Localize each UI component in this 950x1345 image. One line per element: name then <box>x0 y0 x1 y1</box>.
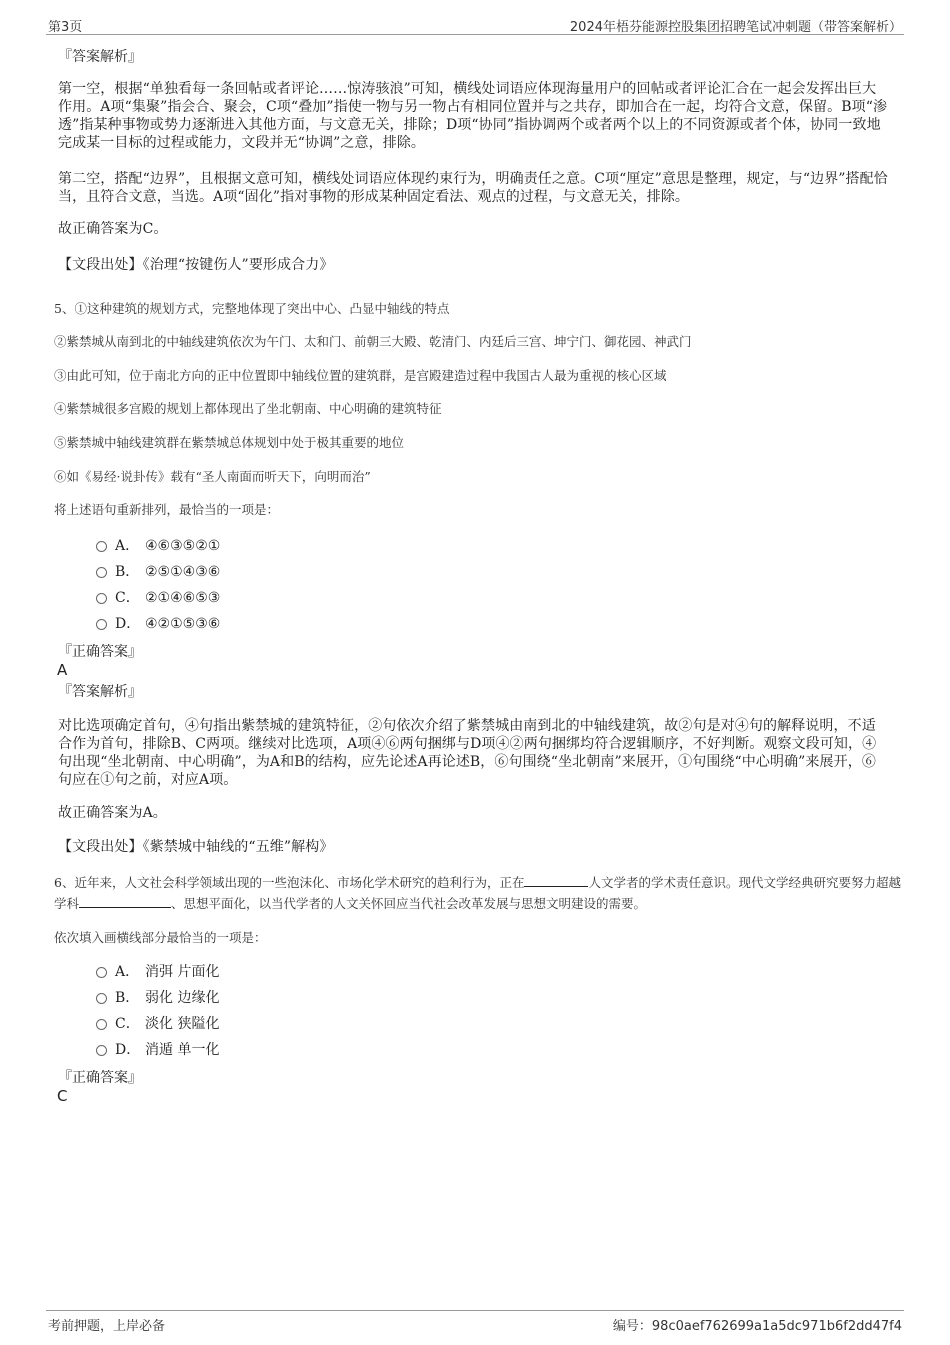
q5-answer: A <box>57 661 68 679</box>
q5-option-d[interactable]: D． ④②①⑤③⑥ <box>96 615 220 633</box>
q6-blank-1 <box>524 874 588 887</box>
q5-sentence-2: ②紫禁城从南到北的中轴线建筑依次为午门、太和门、前朝三大殿、乾清门、内廷后三宫、坤宁门、御花园、神武门 <box>54 334 692 349</box>
q5-sentence-3: ③由此可知，位于南北方向的正中位置即中轴线位置的建筑群，是宫殿建造过程中我国古人最为重视的核心区域 <box>54 368 667 383</box>
q5-answer-heading: 『正确答案』 <box>58 644 142 660</box>
radio-icon[interactable] <box>96 567 107 578</box>
document-title: 2024年梧芬能源控股集团招聘笔试冲刺题（带答案解析） <box>569 20 902 35</box>
page-header <box>46 14 904 35</box>
radio-icon[interactable] <box>96 967 107 978</box>
q6-option-a[interactable]: A． 消弭 片面化 <box>96 963 219 981</box>
q5-sentence-5: ⑤紫禁城中轴线建筑群在紫禁城总体规划中处于极其重要的地位 <box>54 435 405 450</box>
q5-sentence-6: ⑥如《易经·说卦传》载有“圣人南面而听天下，向明而治” <box>54 469 371 484</box>
footer-slogan: 考前押题，上岸必备 <box>48 1319 166 1334</box>
analysis-paragraph-2: 第二空，搭配“边界”，且根据文意可知，横线处词语应体现约束行为，明确责任之意。C项“厘定”意思是整理，规定，与“边界”搭配恰当，且符合文意，当选。A项“固化”指对事物的形成某种固定看法、观点的过程，与文意无关，排除。 <box>58 171 888 205</box>
radio-icon[interactable] <box>96 1019 107 1030</box>
q5-sentence-1: 5、①这种建筑的规划方式，完整地体现了突出中心、凸显中轴线的特点 <box>54 301 450 316</box>
radio-icon[interactable] <box>96 993 107 1004</box>
q5-sentence-4: ④紫禁城很多宫殿的规划上都体现出了坐北朝南、中心明确的建筑特征 <box>54 401 442 416</box>
q5-option-a[interactable]: A． ④⑥③⑤②① <box>96 537 220 555</box>
q5-prompt: 将上述语句重新排列，最恰当的一项是： <box>54 502 280 517</box>
analysis-heading: 『答案解析』 <box>58 49 142 65</box>
page-footer <box>46 1310 904 1334</box>
q5-analysis: 对比选项确定首句，④句指出紫禁城的建筑特征，②句依次介绍了紫禁城由南到北的中轴线建筑，故②句是对④句的解释说明，不适合作为首句，排除B、C两项。继续对比选项，A项④⑥两句捆绑与D项④②两句捆绑均符合逻辑顺序，不好判断。观察文段可知，④句出现“坐北朝南、中心明确”，为A和B的结构，应先论述A再论述B，⑥句围绕“坐北朝南”来展开，①句围绕“中心明确”来展开，⑥句应在①句之前，对应A项。 <box>58 718 877 788</box>
q5-analysis-heading: 『答案解析』 <box>58 684 142 700</box>
radio-icon[interactable] <box>96 541 107 552</box>
radio-icon[interactable] <box>96 593 107 604</box>
q6-prompt: 依次填入画横线部分最恰当的一项是： <box>54 930 267 945</box>
document-code: 编号：98c0aef762699a1a5dc971b6f2dd47f4 <box>612 1319 902 1334</box>
q5-option-b[interactable]: B． ②⑤①④③⑥ <box>96 563 220 581</box>
q6-answer-heading: 『正确答案』 <box>58 1070 142 1086</box>
conclusion: 故正确答案为C。 <box>58 221 168 237</box>
radio-icon[interactable] <box>96 619 107 630</box>
q6-stem: 6、近年来，人文社会科学领域出现的一些泡沫化、市场化学术研究的趋利行为，正在 人文学者的学术责任意识。现代文学经典研究要努力超越学科 、思想平面化，以当代学者的人文关怀回应当代社会改革发展与思想文明建设的需要。 <box>54 875 901 911</box>
q6-blank-2 <box>79 895 171 908</box>
q5-conclusion: 故正确答案为A。 <box>58 805 167 821</box>
q5-source-citation: 【文段出处】《紫禁城中轴线的“五维”解构》 <box>58 839 334 855</box>
analysis-paragraph-1: 第一空，根据“单独看每一条回帖或者评论……惊涛骇浪”可知，横线处词语应体现海量用户的回帖或者评论汇合在一起会发挥出巨大作用。A项“集聚”指会合、聚会，C项“叠加”指使一物与另一物占有相同位置并与之共存，即加合在一起，均符合文意，保留。B项“渗透”指某种事物或势力逐渐进入其他方面，与文意无关，排除；D项“协同”指协调两个或者两个以上的不同资源或者个体，协同一致地完成某一目标的过程或能力，文段并无“协调”之意，排除。 <box>58 81 888 151</box>
page-number: 第3页 <box>48 20 83 35</box>
q6-option-d[interactable]: D． 消遁 单一化 <box>96 1041 219 1059</box>
q5-option-c[interactable]: C． ②①④⑥⑤③ <box>96 589 220 607</box>
q6-answer: C <box>57 1087 68 1105</box>
q6-option-c[interactable]: C． 淡化 狭隘化 <box>96 1015 219 1033</box>
q6-option-b[interactable]: B． 弱化 边缘化 <box>96 989 219 1007</box>
source-citation: 【文段出处】《治理“按键伤人”要形成合力》 <box>58 257 334 273</box>
radio-icon[interactable] <box>96 1045 107 1056</box>
